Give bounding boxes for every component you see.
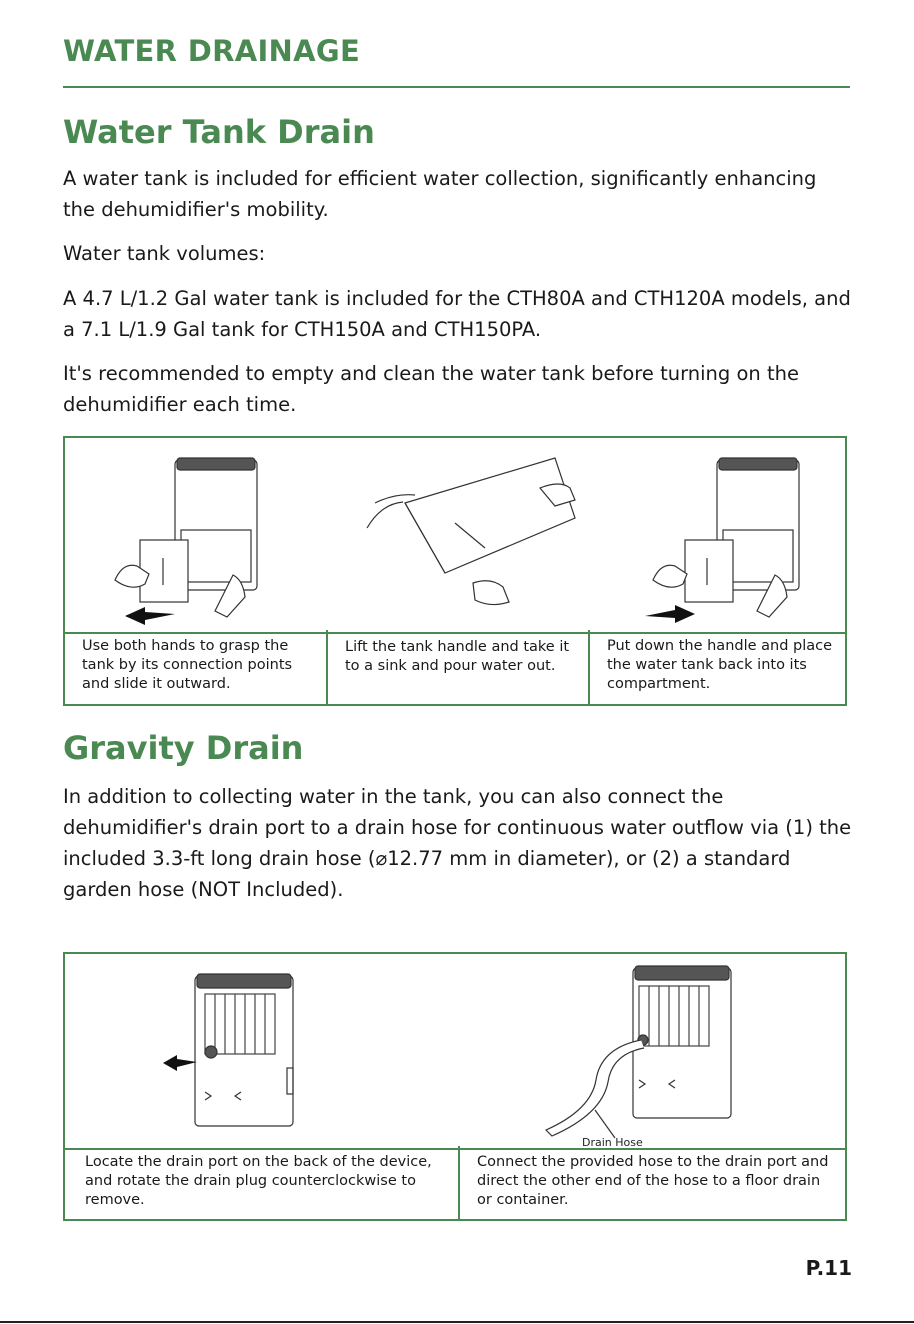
page-bottom-rule xyxy=(0,1321,914,1323)
pour-water-illustration xyxy=(335,453,585,613)
section-heading-gravity-drain: Gravity Drain xyxy=(63,729,304,767)
tank-step-1-caption: Use both hands to grasp the tank by its connection points and slide it outward. xyxy=(82,638,293,692)
title-divider xyxy=(63,86,850,88)
page-number: P.11 xyxy=(805,1256,852,1280)
gravity-step-2-caption: Connect the provided hose to the drain port and direct the other end of the hose to a floor drain or container. xyxy=(458,1146,847,1219)
gravity-steps-figure xyxy=(63,952,847,1221)
tank-steps-illustrations xyxy=(65,438,845,634)
tank-volumes-label: Water tank volumes: xyxy=(63,242,266,265)
slide-tank-in-illustration xyxy=(635,450,855,630)
tank-intro-text: A water tank is included for efficient water collection, significantly enhancing the dehumidifier's mobility. xyxy=(63,167,817,221)
drain-hose-label: Drain Hose xyxy=(582,1136,643,1148)
connect-drain-hose-illustration xyxy=(535,960,835,1148)
slide-tank-out-illustration xyxy=(105,450,325,630)
tank-volumes-text: A 4.7 L/1.2 Gal water tank is included for the CTH80A and CTH120A models, and a 7.1 L/1.9 Gal tank for CTH150A and CTH150PA. xyxy=(63,287,851,341)
tank-step-3-caption: Put down the handle and place the water tank back into its compartment. xyxy=(588,630,847,704)
remove-drain-plug-illustration xyxy=(155,968,405,1143)
gravity-intro-text: In addition to collecting water in the tank, you can also connect the dehumidifier's drain port to a drain hose for continuous water outflow via (1) the included 3.3-ft long drain hose (⌀12.77 mm in diameter), or (2) a standard garden hose (NOT Included). xyxy=(63,785,852,901)
page-title: WATER DRAINAGE xyxy=(63,34,361,68)
section-heading-water-tank-drain: Water Tank Drain xyxy=(63,113,375,151)
tank-step-2-caption: Lift the tank handle and take it to a sink and pour water out. xyxy=(326,630,588,704)
gravity-steps-illustrations xyxy=(65,954,845,1150)
gravity-step-1-caption: Locate the drain port on the back of the device, and rotate the drain plug counterclockwise to remove. xyxy=(85,1154,432,1208)
tank-recommendation-text: It's recommended to empty and clean the water tank before turning on the dehumidifier each time. xyxy=(63,362,799,416)
tank-steps-figure xyxy=(63,436,847,706)
